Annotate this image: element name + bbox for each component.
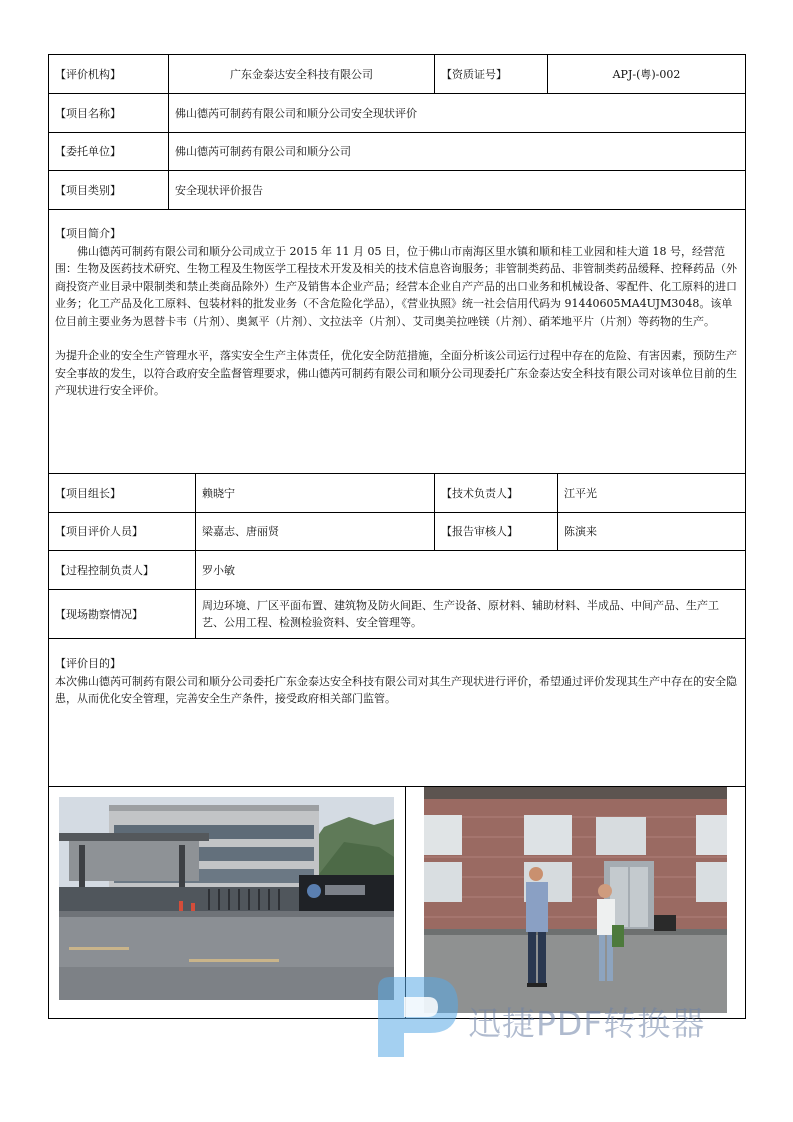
category-row <box>49 171 745 210</box>
reviewer-value: 陈演来 <box>564 525 597 538</box>
site-survey-value: 周边环境、厂区平面布置、建筑物及防火间距、生产设备、原材料、辅助材料、半成品、中间产品、生产工艺、公用工程、检测检验资料、安全管理等。 <box>202 599 719 629</box>
factory-gate-image <box>59 797 394 1000</box>
tech-lead-label: 【技术负责人】 <box>435 474 558 512</box>
reviewer-label: 【报告审核人】 <box>435 513 558 550</box>
site-survey-photo <box>424 787 727 1013</box>
org-row <box>49 55 745 94</box>
pdf-converter-logo-icon <box>378 977 458 1057</box>
client-row <box>49 133 745 171</box>
process-control-label: 【过程控制负责人】 <box>49 551 196 589</box>
intro-paragraph-2: 为提升企业的安全生产管理水平，落实安全生产主体责任，优化安全防范措施，全面分析该公司运行过程中存在的危险、有害因素，预防生产安全事故的发生，以符合政府安全监督管理要求，佛山德芮可制药有限公司和顺分公司现委托广东金泰达安全科技有限公司对该单位目前的生产现状进行安全评价。 <box>55 349 737 397</box>
watermark-text: 迅捷PDF转换器 <box>468 1004 706 1043</box>
process-control-value: 罗小敏 <box>202 563 235 577</box>
cert-value: APJ-(粤)-002 <box>612 67 681 81</box>
category-label: 【项目类别】 <box>49 171 169 209</box>
site-survey-row <box>49 590 745 639</box>
site-survey-image <box>424 787 727 1013</box>
purpose-row <box>49 639 745 787</box>
category-value: 安全现状评价报告 <box>175 183 263 197</box>
org-label: 【评价机构】 <box>49 55 169 93</box>
process-control-row <box>49 551 745 590</box>
factory-gate-photo <box>59 797 394 1000</box>
purpose-text: 本次佛山德芮可制药有限公司和顺分公司委托广东金泰达安全科技有限公司对其生产现状进行评价，希望通过评价发现其生产中存在的安全隐患，从而优化安全管理，完善安全生产条件，接受政府相关部门监管。 <box>55 674 737 705</box>
intro-row <box>49 210 745 474</box>
project-name-value: 佛山德芮可制药有限公司和顺分公司安全现状评价 <box>175 106 417 120</box>
leader-value: 赖晓宁 <box>196 474 435 512</box>
evaluators-row <box>49 513 745 551</box>
intro-paragraph-1: 佛山德芮可制药有限公司和顺分公司成立于 2015 年 11 月 05 日，位于佛山市南海区里水镇和顺和桂工业园和桂大道 18 号，经营范围：生物及医药技术研究、生物工程及生物医学工程技术开发及相关的技术信息咨询服务；非管制类药品、非管制类药品缓释、控释药品（外商投资产业目录中限制类和禁止类商品除外）生产及销售本企业产品；经营本企业自产产品的出口业务和机械设备、零配件、化工原料的进口业务；化工产品及化工原料、包装材料的批发业务（不含危险化学品），《营业执照》统一社会信用代码为 91440605MA4UJM3048。该单位目前主要业务为恩替卡韦（片剂）、奥氮平（片剂）、文拉法辛（片剂）、艾司奥美拉唑镁（片剂）、硝苯地平片（片剂）等药物的生产。 <box>55 244 737 328</box>
purpose-label: 【评价目的】 <box>55 657 121 670</box>
cert-label: 【资质证号】 <box>435 55 548 93</box>
tech-lead-value: 江平光 <box>564 486 597 500</box>
site-survey-label: 【现场勘察情况】 <box>49 590 196 638</box>
purpose-section <box>49 639 745 786</box>
intro-label: 【项目简介】 <box>55 227 121 240</box>
evaluators-label: 【项目评价人员】 <box>49 513 196 550</box>
project-name-row <box>49 94 745 133</box>
org-value: 广东金泰达安全科技有限公司 <box>169 55 435 93</box>
leader-row <box>49 474 745 513</box>
client-label: 【委托单位】 <box>49 133 169 170</box>
evaluators-value: 梁嘉志、唐丽贤 <box>196 513 435 550</box>
intro-section <box>49 210 745 473</box>
client-value: 佛山德芮可制药有限公司和顺分公司 <box>175 145 351 158</box>
project-name-label: 【项目名称】 <box>49 94 169 132</box>
leader-label: 【项目组长】 <box>49 474 196 512</box>
